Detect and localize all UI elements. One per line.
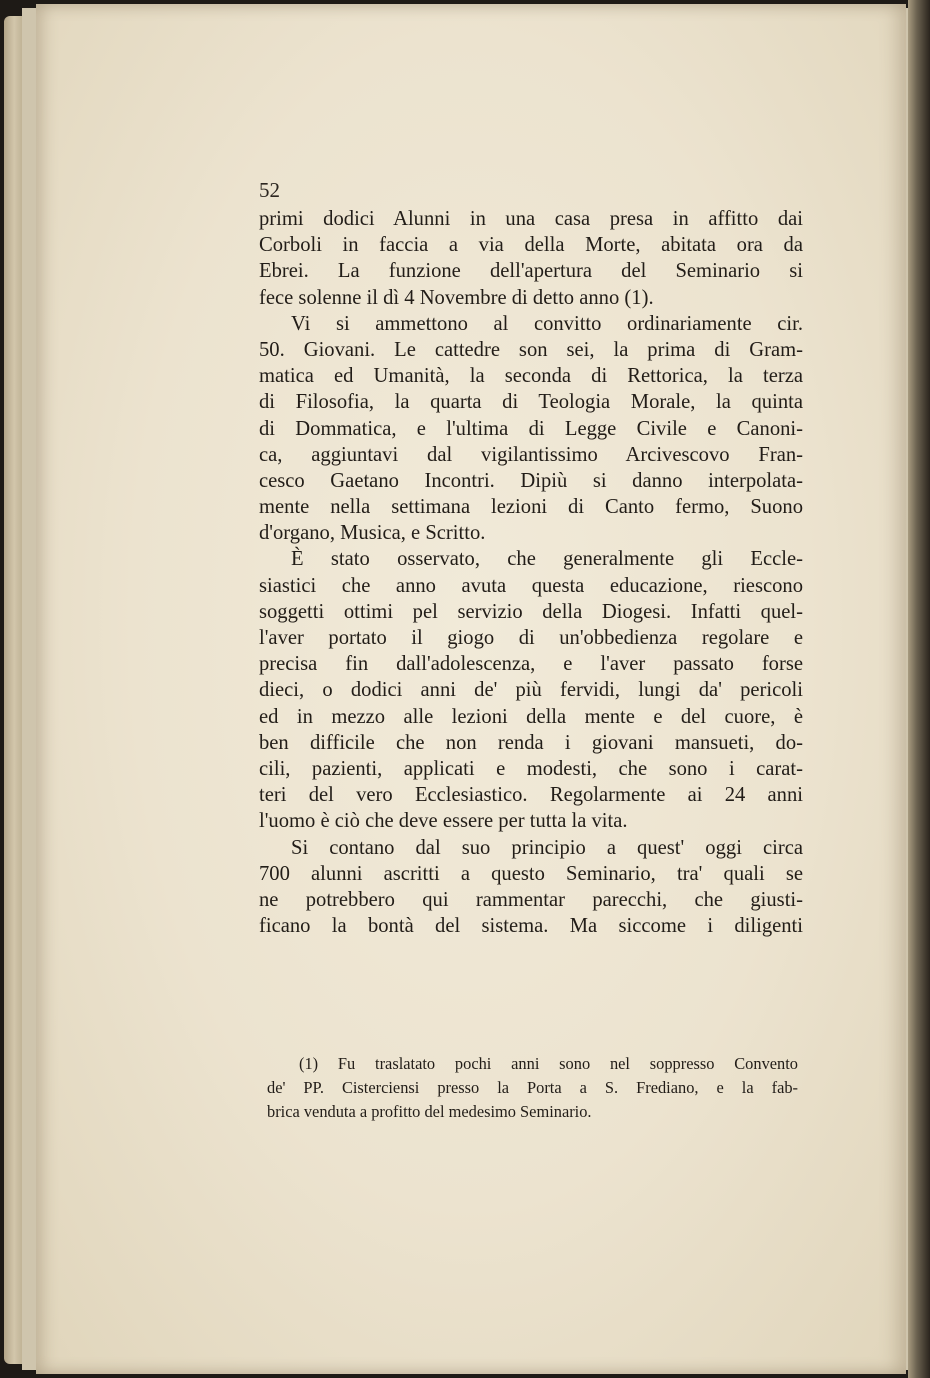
text-line: teri del vero Ecclesiastico. Regolarmente ai 24 anni	[259, 784, 803, 807]
text-line: ne potrebbero qui rammentar parecchi, che giusti-	[259, 888, 803, 911]
text-line: Ebrei. La funzione dell'apertura del Seminario si	[259, 260, 803, 283]
text-line: ben difficile che non renda i giovani mansueti, do-	[259, 731, 803, 754]
page-right-edge	[908, 0, 930, 1378]
text-line: siastici che anno avuta questa educazione, riescono	[259, 574, 803, 597]
text-line: Corboli in faccia a via della Morte, abitata ora da	[259, 234, 803, 257]
footnote-line: (1) Fu traslatato pochi anni sono nel soppresso Convento	[299, 1054, 798, 1073]
text-line: l'aver portato il giogo di un'obbedienza regolare e	[259, 627, 803, 649]
text-line: di Dommatica, e l'ultima di Legge Civile e Canoni-	[259, 417, 803, 440]
text-line: primi dodici Alunni in una casa presa in affitto dai	[259, 208, 803, 230]
text-line: di Filosofia, la quarta di Teologia Morale, la quinta	[259, 391, 803, 414]
text-line: soggetti ottimi pel servizio della Diogesi. Infatti quel-	[259, 600, 803, 623]
text-line: dieci, o dodici anni de' più fervidi, lungi da' pericoli	[259, 679, 803, 702]
text-line: cesco Gaetano Incontri. Dipiù si danno interpolata-	[259, 469, 803, 492]
text-line: ca, aggiuntavi dal vigilantissimo Arcivescovo Fran-	[259, 443, 803, 466]
text-line: precisa fin dall'adolescenza, e l'aver passato forse	[259, 653, 803, 676]
text-line: cili, pazienti, applicati e modesti, che sono i carat-	[259, 757, 803, 780]
footnote-line: de' PP. Cisterciensi presso la Porta a S. Frediano, e la fab-	[267, 1078, 798, 1097]
text-line: Si contano dal suo principio a quest' oggi circa	[291, 836, 803, 859]
footnote	[267, 1052, 798, 1124]
text-line: matica ed Umanità, la seconda di Rettorica, la terza	[259, 365, 803, 388]
footnote-line: brica venduta a profitto del medesimo Seminario.	[267, 1102, 592, 1121]
text-line: Vi si ammettono al convitto ordinariamente cir.	[291, 312, 803, 335]
text-line: ed in mezzo alle lezioni della mente e del cuore, è	[259, 705, 803, 728]
text-line: d'organo, Musica, e Scritto.	[259, 522, 486, 545]
body-text	[259, 206, 803, 939]
text-line: 700 alunni ascritti a questo Seminario, tra' quali se	[259, 862, 803, 885]
text-line: l'uomo è ciò che deve essere per tutta la vita.	[259, 810, 628, 833]
text-line: ficano la bontà del sistema. Ma siccome i diligenti	[259, 915, 803, 938]
text-line: fece solenne il dì 4 Novembre di detto anno (1).	[259, 286, 654, 309]
text-line: 50. Giovani. Le cattedre son sei, la prima di Gram-	[259, 338, 803, 361]
text-line: È stato osservato, che generalmente gli Eccle-	[291, 548, 803, 571]
page-number: 52	[259, 178, 280, 202]
text-line: mente nella settimana lezioni di Canto fermo, Suono	[259, 496, 803, 519]
